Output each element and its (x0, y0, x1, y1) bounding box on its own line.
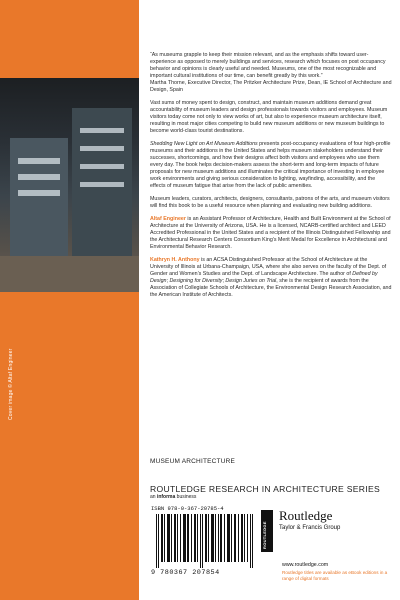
description-paragraph: Vast sums of money spent to design, construct, and maintain museum additions demand great accountability of museum leaders and design professionals towards visitors and employees. Museum visitors today come not only to view works of art, but also to experience museum architecture itself, resulting in most major cities competing to build new museum additions or new museum buildings to become world-class tourist destinations. (150, 100, 388, 134)
back-cover-text (150, 52, 392, 305)
lit-window (80, 128, 124, 133)
quote-text: “As museums grapple to keep their mission relevant, and as the emphasis shifts toward user-experience as opposed to merely buildings and services, research which focuses on post occupancy behavior and opinions is clearly useful and needed. Museums, one of the most recognizable and important cultural institutions of our time, can benefit greatly by this work.” (150, 52, 386, 79)
cover-photo-strip (0, 0, 139, 600)
author-name: Kathryn H. Anthony (150, 257, 200, 263)
building-shape (10, 138, 68, 258)
routledge-logo-text: ROUTLEDGE (262, 521, 267, 549)
barcode-digits: 9 780367 207854 (151, 569, 220, 577)
museum-photo (0, 78, 139, 292)
barcode-block (148, 503, 256, 585)
isbn-text: ISBN 978-0-367-20785-4 (151, 505, 224, 512)
ebook-note: Routledge titles are available as eBook editions in a range of digital formats (282, 570, 388, 581)
lit-window (80, 164, 124, 169)
quote-attribution: Martha Thorne, Executive Director, The Pritzker Architecture Prize, Dean, IE School of Architecture and Design, Spain (150, 80, 392, 93)
description-paragraph (150, 141, 392, 190)
informa-suffix: business (175, 494, 197, 500)
lit-window (80, 146, 124, 151)
photo-credit: Cover image © Altaf Engineer (8, 348, 14, 420)
endorsement-quote (150, 52, 392, 94)
author-book-title: Designing for Diversity (169, 278, 223, 284)
lit-window (18, 174, 60, 180)
separator: ; (166, 278, 170, 284)
plaza-ground (0, 256, 139, 292)
author-book-title: Defined by Design (150, 271, 378, 284)
publisher-url: www.routledge.com (282, 562, 329, 568)
separator: ; (222, 278, 226, 284)
informa-line (150, 494, 196, 500)
lit-window (80, 182, 124, 187)
barcode-icon (156, 514, 254, 568)
publisher-name: Routledge (279, 508, 333, 523)
author-bio (150, 216, 392, 251)
book-title: Shedding New Light on Art Museum Additions (150, 141, 258, 147)
series-title: ROUTLEDGE RESEARCH IN ARCHITECTURE SERIES (150, 484, 381, 494)
author-bio-text: is an ACSA Distinguished Professor at the School of Architecture at the University of Illinois at Urbana-Champaign, USA, where she also serves on the faculty of the Dept. of Gender and Women’s Studies and the Dept. of Landscape Architecture. The author of (150, 257, 387, 277)
informa-brand: informa (156, 494, 176, 500)
author-bio-text: , she is the recipient of awards from the Association of Collegiate Schools of Architecture, the Environmental Design Research Association, and the American Institute of Architects. (150, 278, 392, 298)
description-text: presents post-occupancy evaluations of four high-profile museums and their additions in the United States and helps museum stakeholders understand their successes, shortcomings, and how their designs affect both visitors and employees who use them every day. The book helps decision-makers assess the short-term and long-term impacts of future proposals for new museum additions and illuminates the critical importance of investing in employee work environments and giving serious consideration to lighting, wayfinding, accessibility, and the effects of museum fatigue that arise from the lack of public amenities. (150, 141, 391, 189)
description-paragraph: Museum leaders, curators, architects, designers, consultants, patrons of the arts, and museum visitors will find this book to be a useful resource when planning and evaluating new building additions. (150, 196, 390, 209)
author-bio-text: is an Assistant Professor of Architecture, Health and Built Environment at the School of Architecture at the University of Arizona, USA. He is a licensed, NCARB-certified architect and LEED Accredited Professional in the United States and a recipient of the Illinois Distinguished Fellowship and the Architectural Research Centers Consortium King’s Merit Medal for Excellence in Architectural and Environmental Behavior Research. (150, 216, 391, 250)
lit-window (18, 158, 60, 164)
subject-label: MUSEUM ARCHITECTURE (150, 458, 236, 465)
author-book-title: Design Juries on Trial (225, 278, 277, 284)
author-name: Altaf Engineer (150, 216, 186, 222)
author-bio (150, 257, 392, 299)
informa-prefix: an (150, 494, 157, 500)
lit-window (18, 190, 60, 196)
publisher-subtitle: Taylor & Francis Group (279, 525, 341, 531)
